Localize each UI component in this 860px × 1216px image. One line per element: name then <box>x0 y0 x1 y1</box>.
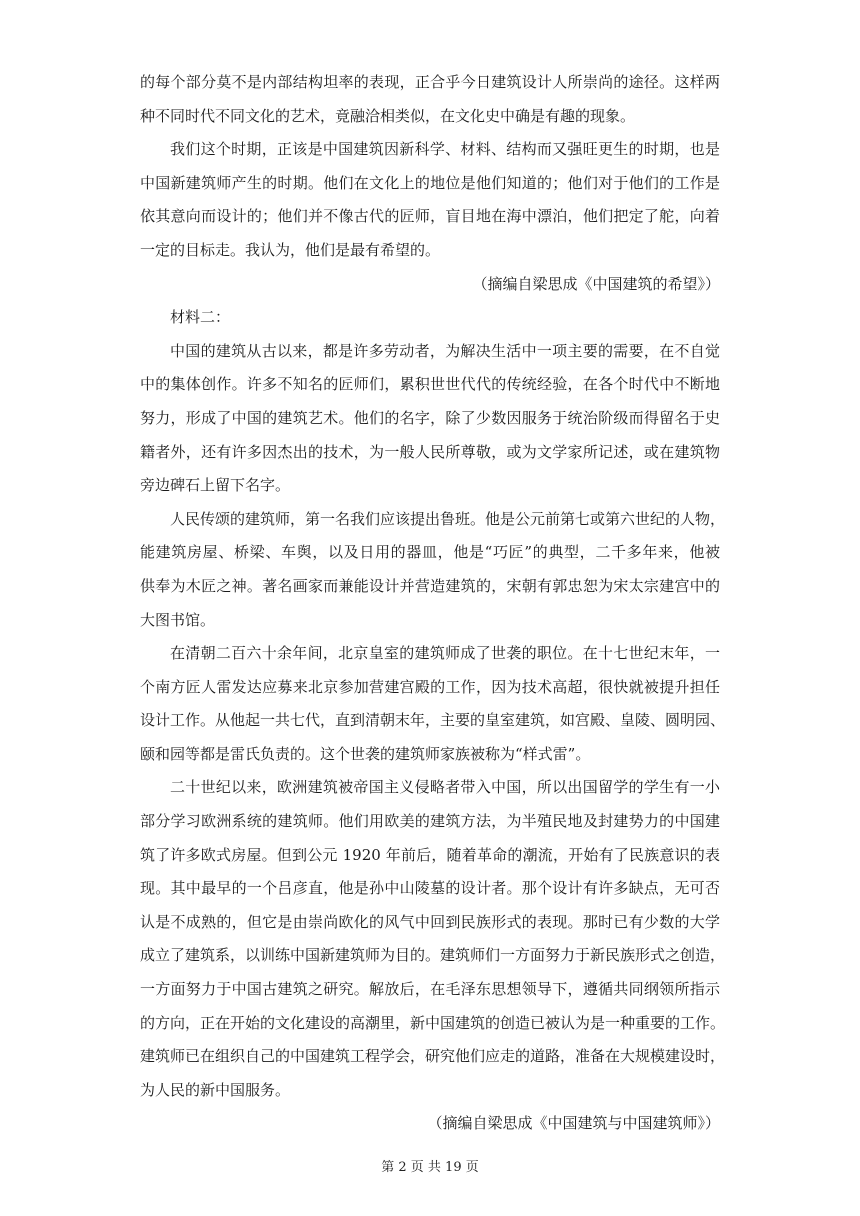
text-line: 能建筑房屋、桥梁、车舆，以及日用的器皿，他是“巧匠”的典型，二千多年来，他被 <box>140 543 720 562</box>
section-heading: 材料二： <box>170 308 231 327</box>
paragraph-this-period <box>140 133 720 267</box>
paragraph-twentieth-century <box>140 771 726 1107</box>
source-citation: （摘编自梁思成《中国建筑的希望》） <box>472 274 720 293</box>
text-line: 一方面努力于中国古建筑之研究。解放后，在毛泽东思想领导下，遵循共同纲领所指示 <box>140 980 720 999</box>
paragraph-lu-ban <box>140 503 726 637</box>
source-material-two <box>140 1107 720 1141</box>
text-line: 中国的建筑从古以来，都是许多劳动者，为解决生活中一项主要的需要，在不自觉 <box>170 341 720 360</box>
document-body <box>140 66 726 1141</box>
paragraph-yangshi-lei <box>140 637 726 771</box>
text-line: 依其意向而设计的；他们并不像古代的匠师，盲目地在海中漂泊，他们把定了舵，向着 <box>140 207 720 226</box>
text-line: 供奉为木匠之神。著名画家而兼能设计并营造建筑的，宋朝有郭忠恕为宋太宗建宫中的 <box>140 576 720 595</box>
text-line: 的方向，正在开始的文化建设的高潮里，新中国建筑的创造已被认为是一种重要的工作。 <box>140 1013 726 1032</box>
text-line: 颐和园等都是雷氏负责的。这个世袭的建筑师家族被称为“样式雷”。 <box>140 744 591 763</box>
page-footer: 第 2 页 共 19 页 <box>381 1160 479 1175</box>
text-line: 努力，形成了中国的建筑艺术。他们的名字，除了少数因服务于统治阶级而得留名于史 <box>140 408 720 427</box>
source-citation: （摘编自梁思成《中国建筑与中国建筑师》） <box>427 1114 720 1133</box>
source-material-one <box>140 268 720 302</box>
text-line: 个南方匠人雷发达应募来北京参加营建宫殿的工作，因为技术高超，很快就被提升担任 <box>140 677 720 696</box>
text-line: 旁边碑石上留下名字。 <box>140 476 291 495</box>
text-line: 部分学习欧洲系统的建筑师。他们用欧美的建筑方法，为半殖民地及封建势力的中国建 <box>140 812 720 831</box>
text-line: 为人民的新中国服务。 <box>140 1080 291 1099</box>
text-line: 在清朝二百六十余年间，北京皇室的建筑师成了世袭的职位。在十七世纪末年，一 <box>170 644 720 663</box>
text-line: 二十世纪以来，欧洲建筑被帝国主义侵略者带入中国，所以出国留学的学生有一小 <box>170 778 720 797</box>
text-line: 成立了建筑系，以训练中国新建筑师为目的。建筑师们一方面努力于新民族形式之创造， <box>140 946 726 965</box>
text-line: 人民传颂的建筑师，第一名我们应该提出鲁班。他是公元前第七或第六世纪的人物， <box>170 509 726 528</box>
text-line: 认是不成熟的，但它是由崇尚欧化的风气中回到民族形式的表现。那时已有少数的大学 <box>140 912 720 931</box>
material-two-heading <box>140 301 720 335</box>
text-line: 中的集体创作。许多不知名的匠师们，累积世世代代的传统经验，在各个时代中不断地 <box>140 375 720 394</box>
text-line: 一定的目标走。我认为，他们是最有希望的。 <box>140 240 441 259</box>
paragraph-builders <box>140 335 720 503</box>
text-line: 籍者外，还有许多因杰出的技术，为一般人民所尊敬，或为文学家所记述，或在建筑物 <box>140 442 720 461</box>
paragraph-continuation <box>140 66 720 133</box>
text-line: 种不同时代不同文化的艺术，竟融洽相类似，在文化史中确是有趣的现象。 <box>140 106 636 125</box>
text-line: 的每个部分莫不是内部结构坦率的表现，正合乎今日建筑设计人所崇尚的途径。这样两 <box>140 73 720 91</box>
text-line: 设计工作。从他起一共七代，直到清朝末年，主要的皇室建筑，如宫殿、皇陵、圆明园、 <box>140 711 726 730</box>
text-line: 现。其中最早的一个吕彦直，他是孙中山陵墓的设计者。那个设计有许多缺点，无可否 <box>140 879 720 898</box>
text-line: 我们这个时期，正该是中国建筑因新科学、材料、结构而又强旺更生的时期，也是 <box>170 140 720 159</box>
text-line: 建筑师已在组织自己的中国建筑工程学会，研究他们应走的道路，准备在大规模建设时， <box>140 1047 726 1066</box>
text-line: 筑了许多欧式房屋。但到公元 1920 年前后，随着革命的潮流，开始有了民族意识的表 <box>140 845 720 864</box>
text-line: 大图书馆。 <box>140 610 216 629</box>
text-line: 中国新建筑师产生的时期。他们在文化上的地位是他们知道的；他们对于他们的工作是 <box>140 173 720 192</box>
